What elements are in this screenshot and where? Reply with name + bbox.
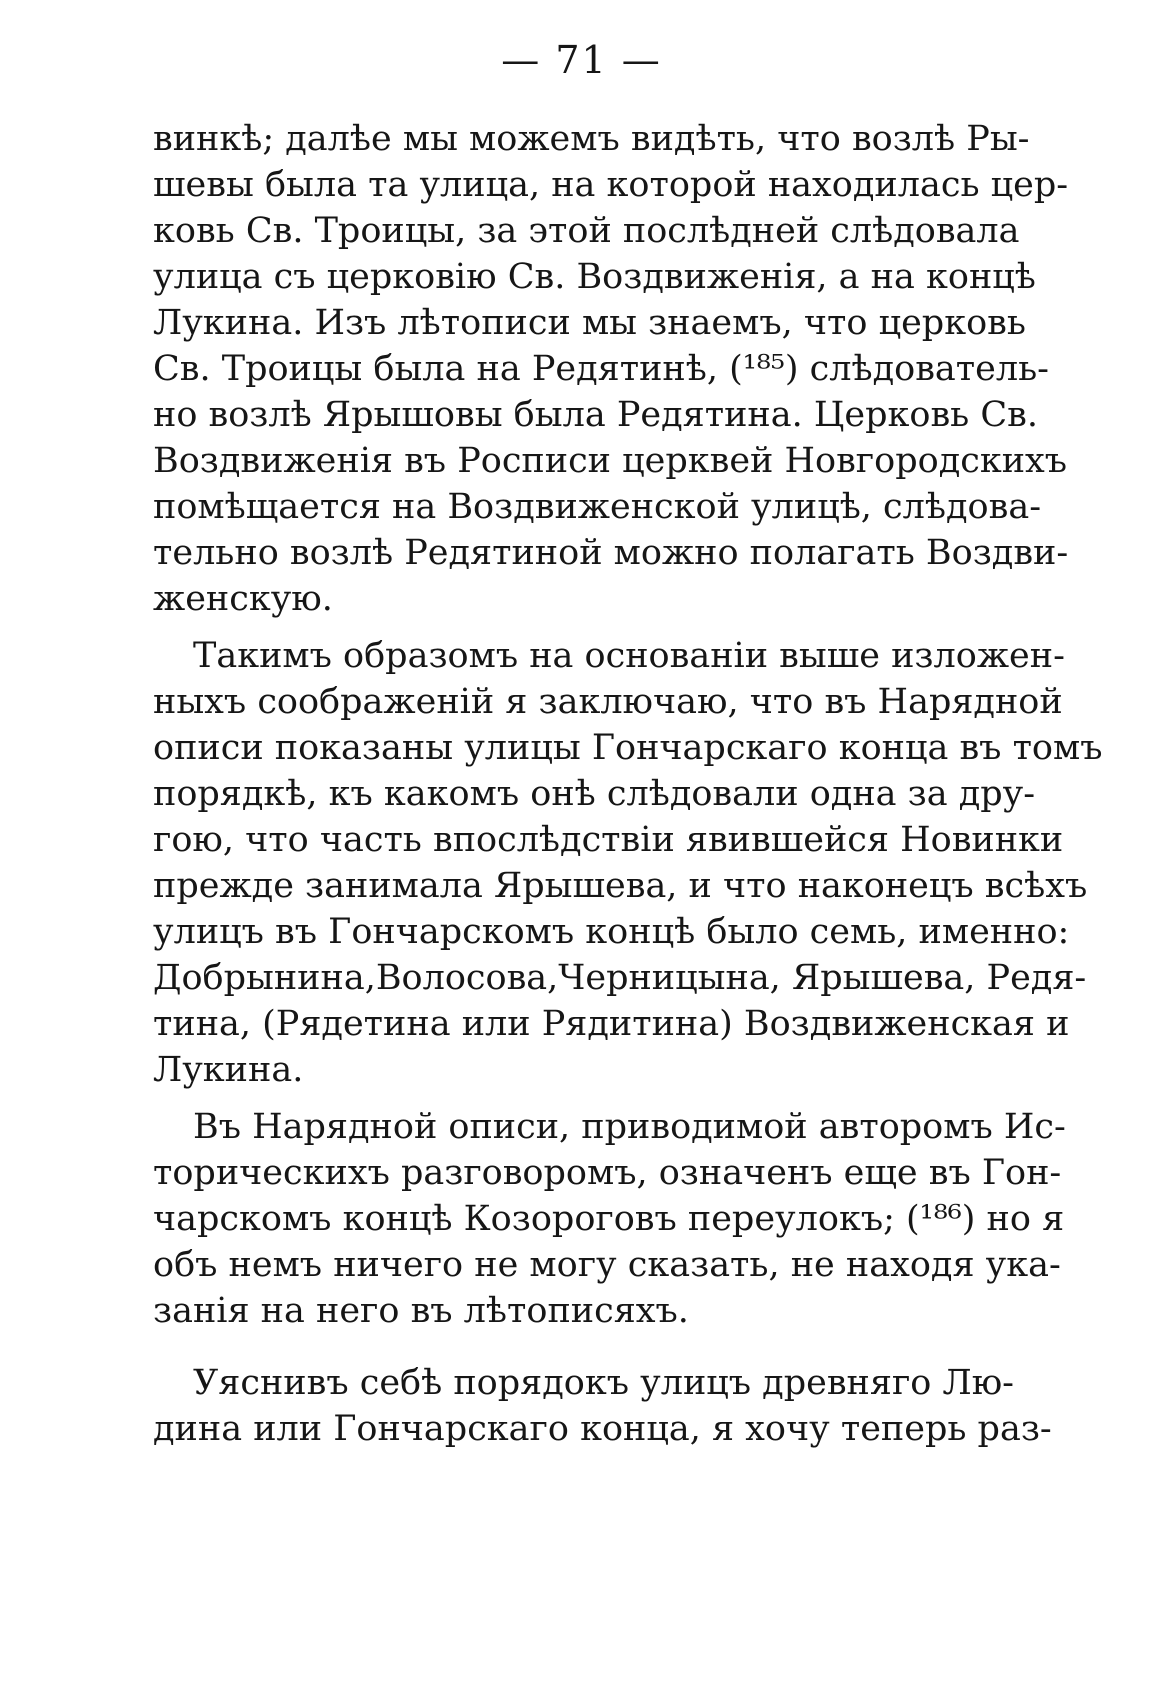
text-line: дина или Гончарскаго конца, я хочу теперь раз- — [153, 1409, 1052, 1449]
text-line: занія на него въ лѣтописяхъ. — [153, 1291, 689, 1331]
text-line: чарскомъ концѣ Козороговъ переулокъ; (¹⁸⁶) но я — [153, 1199, 1065, 1239]
text-line: улица съ церковію Св. Воздвиженія, а на концѣ — [153, 257, 1036, 297]
text-line: Воздвиженія въ Росписи церквей Новгородскихъ — [153, 441, 1068, 481]
text-line: Добрынина,Волосова,Черницына, Ярышева, Редя- — [153, 958, 1087, 998]
text-line: Въ Нарядной описи, приводимой авторомъ Ис- — [193, 1107, 1066, 1147]
text-line: тельно возлѣ Редятиной можно полагать Воздви- — [153, 533, 1069, 573]
text-line: Лукина. — [153, 1050, 304, 1090]
text-line: тина, (Рядетина или Рядитина) Воздвиженская и — [153, 1004, 1070, 1044]
text-line: Уяснивъ себѣ порядокъ улицъ древняго Лю- — [193, 1363, 1014, 1403]
text-line: торическихъ разговоромъ, означенъ еще въ Гон- — [153, 1153, 1062, 1193]
text-line: винкѣ; далѣе мы можемъ видѣть, что возлѣ Ры- — [153, 119, 1030, 159]
text-line: Св. Троицы была на Редятинѣ, (¹⁸⁵) слѣдователь- — [153, 349, 1049, 389]
text-line: улицъ въ Гончарскомъ концѣ было семь, именно: — [153, 912, 1070, 952]
text-line: помѣщается на Воздвиженской улицѣ, слѣдова- — [153, 487, 1042, 527]
text-line: объ немъ ничего не могу сказать, не находя ука- — [153, 1245, 1061, 1285]
text-line: шевы была та улица, на которой находилась цер- — [153, 165, 1069, 205]
text-line: Такимъ образомъ на основаніи выше изложен- — [193, 636, 1065, 676]
text-line: ныхъ соображеній я заключаю, что въ Нарядной — [153, 682, 1063, 722]
text-line: порядкѣ, къ какомъ онѣ слѣдовали одна за дру- — [153, 774, 1036, 814]
text-line: женскую. — [153, 579, 333, 619]
text-line: описи показаны улицы Гончарскаго конца въ томъ — [153, 728, 1103, 768]
text-line: ковь Св. Троицы, за этой послѣдней слѣдовала — [153, 211, 1020, 251]
page-number: — 71 — — [501, 38, 662, 82]
text-line: гою, что часть впослѣдствіи явившейся Новинки — [153, 820, 1064, 860]
text-line: Лукина. Изъ лѣтописи мы знаемъ, что церковь — [153, 303, 1026, 343]
text-line: прежде занимала Ярышева, и что наконецъ всѣхъ — [153, 866, 1088, 906]
text-line: но возлѣ Ярышовы была Редятина. Церковь Св. — [153, 395, 1038, 435]
